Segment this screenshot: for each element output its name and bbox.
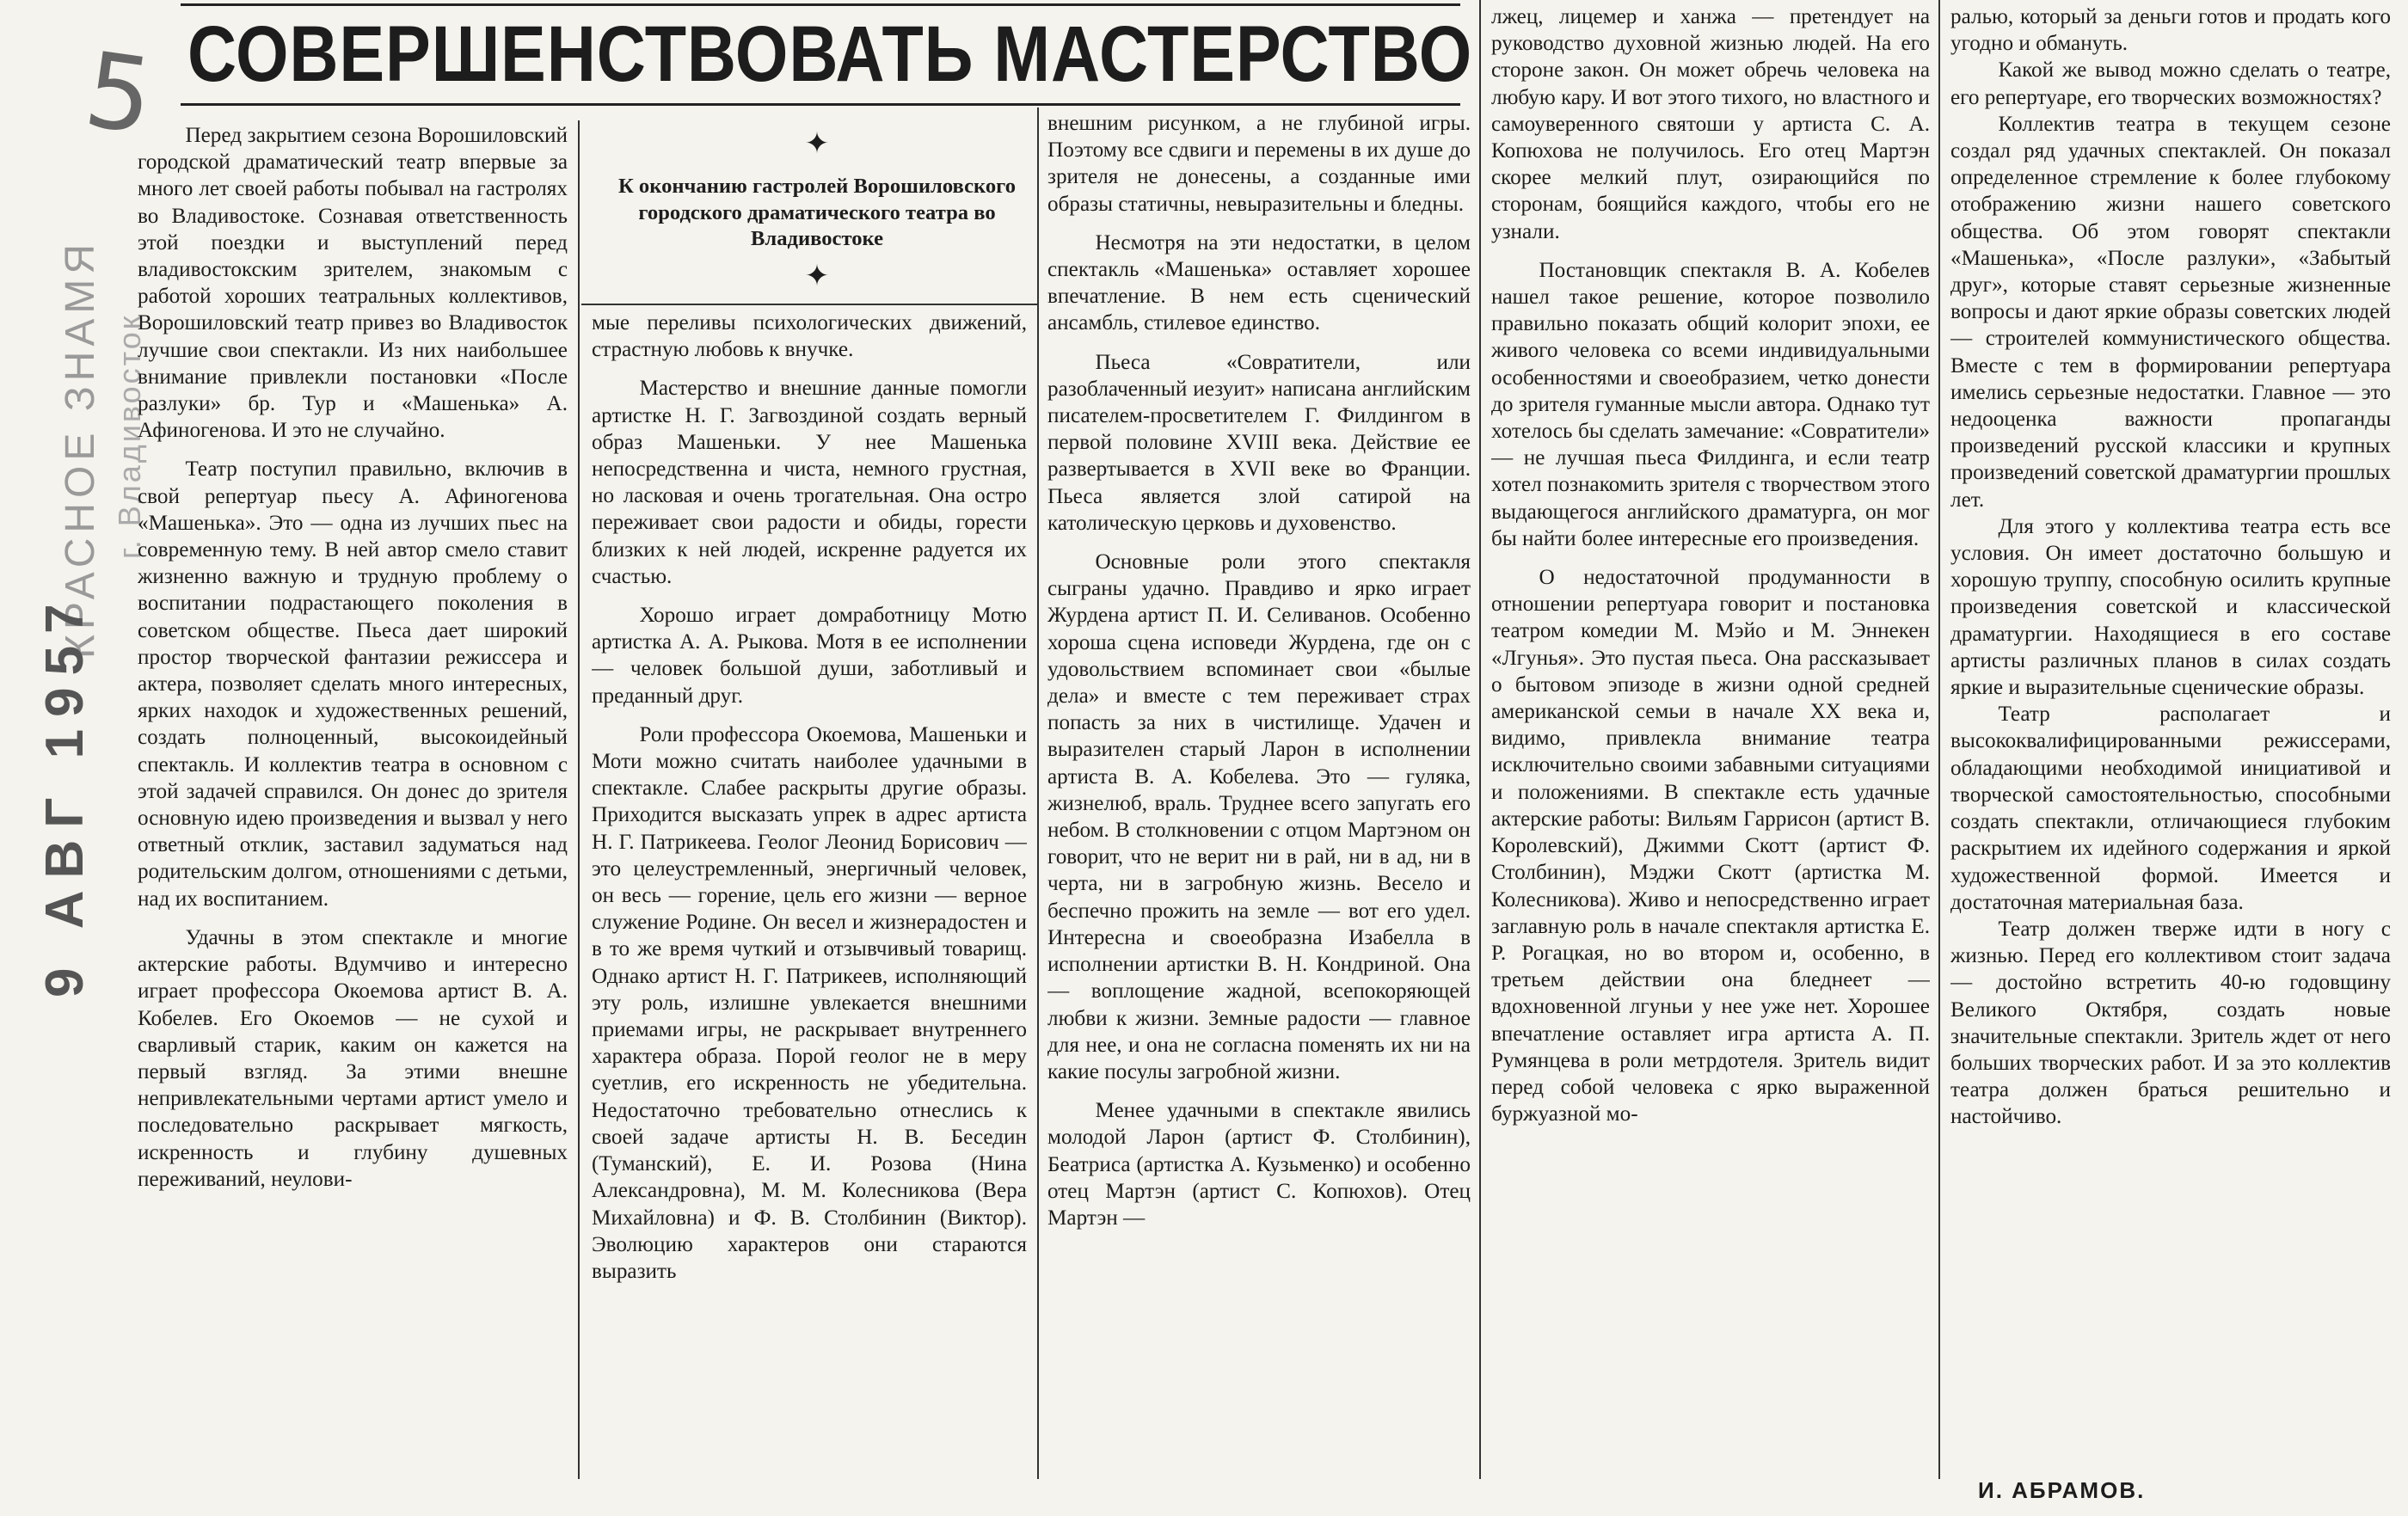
column-rule <box>578 120 580 1479</box>
paragraph: Основные роли этого спектакля сыграны удачно. Правдиво и ярко играет Журдена артист П. И. Селиванов. Особенно хороша сцена исповеди Журдена, где он с удовольствием вспоминает свои «былые дела» и вместе с тем переживает страх попасть за них в чистилище. Удачен и выразителен старый Ларон в исполнении артиста В. А. Кобелева. Это — гуляка, жизнелюб, враль. Труднее всего запугать его небом. В столкновении с отцом Мартэном он говорит, что не верит ни в рай, ни в ад, ни в черта, ни в загробную жизнь. Весело и беспечно прожить на земле — вот его удел. Интересна и своеобразна Изабелла в исполнении артистки В. Н. Кондриной. Она — воплощение жадной, всепокоряющей любви к жизни. Земные радости — главное для нее, и она не согласна поменять их ни на какие посулы загробной жизни. <box>1047 550 1471 1083</box>
paragraph: лжец, лицемер и ханжа — претендует на руководство духовной жизнью людей. На его стороне закон. Он может обречь человека на любую кару. И вот этого тихого, но властного и самоуверенного святоши у артиста С. А. Копюхова не получилось. Его отец Мартэн скорее мелкий плут, озирающийся по сторонам, боящийся каждого, чтобы его не узнали. <box>1491 5 1930 243</box>
paragraph: Роли профессора Окоемова, Машеньки и Моти можно считать наиболее удачными в спектакле. Слабее раскрыты другие образы. Приходится высказать упрек в адрес артиста Н. Г. Патрикеева. Геолог Леонид Борисович — это целеустремленный, энергичный человек, он весь — горение, цель его жизни — верное служение Родине. Он весел и жизнерадостен и в то же время чуткий и отзывчивый товарищ. Однако артист Н. Г. Патрикеев, исполняющий эту роль, излишне увлекается внешними приемами игры, не раскрывает внутреннего характера образа. Порой геолог не в меру суетлив, его искренность не убедительна. Недостаточно требовательно отнеслись к своей задаче артисты Н. В. Беседин (Туманский), Е. И. Розова (Нина Александровна), М. М. Колесникова (Вера Михайловна) и Ф. В. Столбинин (Виктор). Эволюцию характеров они стараются выразить <box>592 722 1027 1283</box>
article-column-4 <box>1491 3 1930 1482</box>
handwritten-number: 5 <box>77 30 160 158</box>
paragraph: Какой же вывод можно сделать о театре, его репертуаре, его творческих возможностях? <box>1950 58 2391 109</box>
author-signature: И. АБРАМОВ. <box>1978 1477 2146 1503</box>
column-rule <box>1938 0 1940 1479</box>
headline-top-rule <box>181 3 1460 6</box>
column-rule <box>1479 0 1481 1479</box>
paragraph: мые переливы психологических движений, страстную любовь к внучке. <box>592 311 1027 362</box>
article-column-5 <box>1950 3 2391 1470</box>
paragraph: Перед закрытием сезона Ворошиловский городской драматический театр впервые за много лет своей работы побывал на гастролях во Владивостоке. Сознавая ответственность этой поездки и выступлений перед владивостокским зрителем, знакомым с работой хороших театральных коллективов, Ворошиловский театр привез во Владивосток лучшие свои спектакли. Из них наибольшее внимание привлекли постановки «После разлуки» бр. Тур и «Машенька» А. Афиногенова. И это не случайно. <box>138 124 568 443</box>
paragraph: Театр должен тверже идти в ногу с жизнью. Перед его коллективом стоит задача — достойно встретить 40-ю годовщину Великого Октября, создать новые значительные спектакли. Зритель ждет от него больших творческих работ. И за это коллектив театра должен браться решительно и настойчиво. <box>1950 917 2391 1129</box>
subhead-rule <box>581 304 1037 305</box>
paragraph: Пьеса «Совратители, или разоблаченный иезуит» написана английским писателем-просветителем Г. Филдингом в первой половине XVIII века. Действие ее развертывается в XVII веке во Франции. Пьеса является злой сатирой на католическую церковь и духовенство. <box>1047 350 1471 535</box>
newspaper-name-stamp: КРАСНОЕ ЗНАМЯ <box>58 238 103 659</box>
article-headline: СОВЕРШЕНСТВОВАТЬ МАСТЕРСТВО <box>187 10 1473 98</box>
paragraph: Коллектив театра в текущем сезоне создал ряд удачных спектаклей. Он показал определенное стремление к более глубокому отображению жизни нашего советского общества. Об этом говорят спектакли «Машенька», «После разлуки», «Забытый друг», которые ставят серьезные жизненные вопросы и дают яркие образы советских людей — строителей коммунистического общества. Вместе с тем в формировании репертуара имелись серьезные недостатки. Главное — это недооценка важности пропаганды произведений русской классики и крупных произведений советской драматургии прошлых лет. <box>1950 112 2391 512</box>
paragraph: Несмотря на эти недостатки, в целом спектакль «Машенька» оставляет хорошее впечатление. В нем есть сценический ансамбль, стилевое единство. <box>1047 230 1471 335</box>
paragraph: О недостаточной продуманности в отношении репертуара говорит и постановка театром комедии М. Мэйо и М. Эннекен «Лгунья». Это пустая пьеса. Она рассказывает о бытовом эпизоде в жизни одной средней американской семьи в начале XX века и, видимо, привлекла внимание театра исключительно своими забавными ситуациями и положениями. В спектакле есть удачные актерские работы: Вильям Гаррисон (артист В. Королевский), Джимми Скотт (артист Ф. Столбинин), Мэджи Скотт (артистка М. Колесникова). Живо и непосредственно играет заглавную роль в начале спектакля артистка Е. Р. Рогацкая, но во втором и, особенно, в третьем действии она бледнеет — вдохновенной лгуньи у нее уже нет. Хорошее впечатление оставляет игра артиста А. П. Румянцева в роли метрдотеля. Зритель видит перед собой человека с ярко выраженной буржуазной мо- <box>1491 566 1930 1126</box>
paragraph: Менее удачными в спектакле явились молодой Ларон (артист Ф. Столбинин), Беатриса (артистка А. Кузьменко) и особенно отец Мартэн (артист С. Копюхов). Отец Мартэн — <box>1047 1099 1471 1230</box>
paragraph: Хорошо играет домработницу Мотю артистка А. А. Рыкова. Мотя в ее исполнении — человек большой души, заботливый и преданный друг. <box>592 604 1027 708</box>
paragraph: Театр располагает и высококвалифицированными режиссерами, обладающими необходимой инициативой и творческой самостоятельностью, способными создать спектакли, отличающиеся глубоким раскрытием их идейного содержания и яркой художественной формой. Имеется и достаточная материальная база. <box>1950 703 2391 914</box>
star-ornament-icon: ✦ <box>804 260 830 292</box>
article-column-1 <box>138 122 568 1482</box>
paragraph: Для этого у коллектива театра есть все условия. Он имеет достаточно большую и хорошую труппу, способную осилить крупные произведения советской и классической драматургии. Находящиеся в его составе артисты различных планов в силах создать яркие и выразительные сценические образы. <box>1950 514 2391 700</box>
column-rule <box>1037 107 1039 1479</box>
subhead-text: К окончанию гастролей Ворошиловского городского драматического театра во Владивостоке <box>617 175 1017 250</box>
paragraph: Театр поступил правильно, включив в свой репертуар пьесу А. Афиногенова «Машенька». Это — одна из лучших пьес на современную тему. В ней автор смело ставит жизненно важную и трудную проблему о воспитании подрастающего поколения в советском обществе. Пьеса дает широкий простор творческой фантазии режиссера и актера, позволяет сделать много интересных, ярких находок и художественных решений, создать полноценный, высокоидейный спектакль. И коллектив театра в основном с этой задачей справился. Он донес до зрителя основную идею произведения и вызвал у него ответный отклик, заставил задуматься над родительским долгом, отношениями с детьми, над их воспитанием. <box>138 457 568 911</box>
paragraph: ралью, который за деньги готов и продать кого угодно и обмануть. <box>1950 5 2391 56</box>
paragraph: Удачны в этом спектакле и многие актерские работы. Вдумчиво и интересно играет профессора Окоемова артист В. А. Кобелев. Его Окоемов — не сухой и сварливый старик, каким он кажется на первый взгляд. За этими внешне непривлекательными чертами артист умело и последовательно раскрывает мягкость, искренность и глубину душевных переживаний, неулови- <box>138 925 568 1191</box>
headline-bottom-rule <box>181 103 1460 106</box>
city-stamp: г. Владивосток <box>112 313 147 559</box>
paragraph: Мастерство и внешние данные помогли артистке Н. Г. Загвоздиной создать верный образ Машеньки. У нее Машенька непосредственна и чиста, немного грустная, но ласковая и очень трогательная. Она остро переживает свои радости и обиды, горести близких к ней людей, искренне радуется их счастью. <box>592 377 1027 588</box>
article-subhead <box>593 129 1041 292</box>
paragraph: Постановщик спектакля В. А. Кобелев нашел такое решение, которое позволило правильно показать общий колорит эпохи, ее живого человека со всеми индивидуальными особенностями и своеобразием, четко донести до зрителя гуманные мысли автора. Однако тут хотелось бы сделать замечание: «Совратители» — не лучшая пьеса Филдинга, и если театр хотел познакомить зрителя с творчеством этого выдающегося английского драматурга, он мог бы найти более интересные его произведения. <box>1491 258 1930 550</box>
article-column-3 <box>1047 110 1471 1482</box>
article-column-2 <box>592 310 1027 1482</box>
date-stamp: 9 АВГ 1957 <box>35 592 95 997</box>
star-ornament-icon: ✦ <box>804 128 830 160</box>
paragraph: внешним рисунком, а не глубиной игры. Поэтому все сдвиги и перемены в их душе до зрителя не донесены, а созданные ими образы статичны, невыразительны и бледны. <box>1047 112 1471 216</box>
